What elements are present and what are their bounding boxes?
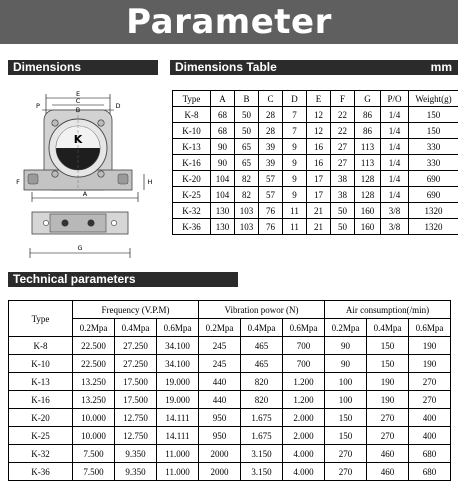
dimensions-table-header-cell: D: [283, 91, 307, 107]
dimensions-table-cell: 68: [211, 107, 235, 123]
dimensions-table-cell: 22: [331, 123, 355, 139]
drawing-label-f: F: [16, 178, 20, 186]
dimensions-table-header-cell: A: [211, 91, 235, 107]
dimensions-table-cell: 104: [211, 187, 235, 203]
technical-table-pressure-header: 0.6Mpa: [283, 319, 325, 337]
dimensions-table-cell: 128: [355, 187, 381, 203]
dimensions-heading-label: Dimensions: [13, 60, 82, 74]
drawing-label-b: B: [75, 106, 81, 114]
technical-table-cell: 2000: [199, 463, 241, 481]
technical-table-pressure-header: 0.6Mpa: [157, 319, 199, 337]
technical-table-row: [9, 355, 451, 373]
dimensions-table-cell: K-16: [173, 155, 211, 171]
dimensions-table-cell: 1/4: [381, 155, 409, 171]
technical-table-cell: 465: [241, 355, 283, 373]
dimensions-table-cell: 1320: [409, 219, 458, 235]
technical-table-cell: 950: [199, 409, 241, 427]
dimensions-table-cell: K-8: [173, 107, 211, 123]
dimensions-table-header-cell: C: [259, 91, 283, 107]
technical-table-cell: K-16: [9, 391, 73, 409]
dimensions-table-cell: 330: [409, 139, 458, 155]
dimensions-table-cell: 82: [235, 171, 259, 187]
dimensions-table-row: [173, 139, 458, 155]
technical-parameters-heading: [8, 272, 238, 287]
drawing-label-h: H: [147, 178, 153, 186]
technical-table-pressure-header: 0.2Mpa: [325, 319, 367, 337]
dimensions-table-cell: 86: [355, 123, 381, 139]
dimensions-table-row: [173, 203, 458, 219]
dimensions-table-cell: 9: [283, 187, 307, 203]
dimensions-table-heading-label: Dimensions Table: [175, 60, 277, 74]
technical-table-group-row: [9, 301, 451, 319]
dimensions-table-header-cell: B: [235, 91, 259, 107]
dimensions-heading: [8, 60, 158, 75]
dimensions-table-cell: 9: [283, 139, 307, 155]
technical-table-cell: 1.200: [283, 373, 325, 391]
technical-table-cell: 9.350: [115, 445, 157, 463]
technical-table-cell: 4.000: [283, 463, 325, 481]
dimensions-table-cell: 50: [235, 107, 259, 123]
dimensions-table-cell: 1/4: [381, 171, 409, 187]
dimensions-table-cell: 82: [235, 187, 259, 203]
technical-table-cell: 440: [199, 373, 241, 391]
technical-table-group-header: Frequency (V.P.M): [73, 301, 199, 319]
drawing-label-g: G: [77, 244, 83, 252]
technical-table-cell: 13.250: [73, 391, 115, 409]
dimensions-table-header-cell: P/O: [381, 91, 409, 107]
technical-table-pressure-header: 0.4Mpa: [115, 319, 157, 337]
dimensions-table-header-cell: Type: [173, 91, 211, 107]
technical-table-cell: K-20: [9, 409, 73, 427]
dimensions-table-cell: 27: [331, 139, 355, 155]
dimensions-table-cell: 160: [355, 219, 381, 235]
dimensions-table-cell: 21: [307, 203, 331, 219]
dimensions-table-row: [173, 171, 458, 187]
technical-table-cell: 1.200: [283, 391, 325, 409]
drawing-label-k: K: [73, 133, 83, 146]
dimensions-table-cell: 1320: [409, 203, 458, 219]
dimensions-table: [172, 90, 458, 235]
unit-label: mm: [430, 60, 452, 74]
dimensions-table-cell: 50: [235, 123, 259, 139]
dimensions-table-cell: 7: [283, 107, 307, 123]
technical-table-cell: 270: [325, 445, 367, 463]
technical-table-cell: 150: [367, 355, 409, 373]
title-banner: [0, 0, 458, 44]
technical-table-row: [9, 337, 451, 355]
technical-table-cell: 14.111: [157, 427, 199, 445]
vibrator-dimension-drawing: [10, 88, 158, 266]
dimensions-table-cell: 65: [235, 155, 259, 171]
dimensions-table-cell: 160: [355, 203, 381, 219]
dimensions-table-cell: 130: [211, 219, 235, 235]
dimensions-table-cell: 39: [259, 139, 283, 155]
drawing-label-a: A: [82, 190, 88, 198]
dimensions-table-row: [173, 107, 458, 123]
technical-table-cell: 2000: [199, 445, 241, 463]
dimensions-table-heading: [170, 60, 458, 75]
dimensions-table-cell: 1/4: [381, 187, 409, 203]
dimensions-table-cell: 57: [259, 171, 283, 187]
dimensions-table-cell: 9: [283, 171, 307, 187]
technical-table-pressure-row: [9, 319, 451, 337]
dimensions-table-row: [173, 219, 458, 235]
technical-table-cell: 13.250: [73, 373, 115, 391]
technical-table-cell: 22.500: [73, 337, 115, 355]
technical-table-row: [9, 463, 451, 481]
drawing-label-e: E: [75, 90, 81, 98]
technical-table-cell: 19.000: [157, 391, 199, 409]
technical-table-cell: 90: [325, 355, 367, 373]
technical-table-cell: 11.000: [157, 445, 199, 463]
technical-table-cell: 245: [199, 337, 241, 355]
technical-table-row: [9, 427, 451, 445]
dimensions-table-cell: 90: [211, 139, 235, 155]
technical-table-cell: 1.675: [241, 427, 283, 445]
technical-table-cell: K-13: [9, 373, 73, 391]
technical-table-cell: 11.000: [157, 463, 199, 481]
technical-table-cell: 270: [367, 427, 409, 445]
technical-parameters-table: [8, 300, 451, 481]
technical-table-cell: 10.000: [73, 427, 115, 445]
technical-table-type-header: Type: [9, 301, 73, 337]
technical-parameters-heading-label: Technical parameters: [13, 272, 136, 286]
technical-table-cell: K-36: [9, 463, 73, 481]
technical-table-cell: 27.250: [115, 355, 157, 373]
technical-table-cell: 100: [325, 373, 367, 391]
dimensions-table-cell: 690: [409, 171, 458, 187]
dimensions-table-cell: 11: [283, 203, 307, 219]
technical-table-cell: 820: [241, 391, 283, 409]
technical-table-cell: K-8: [9, 337, 73, 355]
dimensions-table-cell: 65: [235, 139, 259, 155]
technical-table-cell: 270: [409, 391, 451, 409]
technical-table-cell: 190: [367, 373, 409, 391]
technical-table-cell: 270: [325, 463, 367, 481]
dimensions-table-cell: 130: [211, 203, 235, 219]
technical-table-cell: K-10: [9, 355, 73, 373]
dimensions-table-cell: 90: [211, 155, 235, 171]
technical-table-row: [9, 373, 451, 391]
dimensions-table-cell: 17: [307, 171, 331, 187]
technical-table-cell: 700: [283, 337, 325, 355]
dimensions-table-cell: 28: [259, 123, 283, 139]
technical-table-cell: 150: [325, 427, 367, 445]
technical-table-row: [9, 445, 451, 463]
dimensions-table-cell: 12: [307, 123, 331, 139]
dimensions-table-cell: 57: [259, 187, 283, 203]
dimensions-table-cell: 1/4: [381, 139, 409, 155]
dimensions-table-cell: 16: [307, 155, 331, 171]
technical-table-cell: 7.500: [73, 463, 115, 481]
technical-table-pressure-header: 0.4Mpa: [367, 319, 409, 337]
technical-table-cell: 34.100: [157, 355, 199, 373]
technical-table-cell: 440: [199, 391, 241, 409]
drawing-label-p: P: [36, 102, 40, 110]
page-title: Parameter: [126, 2, 332, 42]
dimensions-table-cell: 86: [355, 107, 381, 123]
technical-table-cell: 190: [409, 337, 451, 355]
dimensions-table-cell: 28: [259, 107, 283, 123]
dimensions-table-cell: 103: [235, 203, 259, 219]
technical-table-cell: K-32: [9, 445, 73, 463]
dimensions-table-cell: 39: [259, 155, 283, 171]
dimensions-table-cell: 103: [235, 219, 259, 235]
technical-table-cell: 10.000: [73, 409, 115, 427]
technical-table-cell: 19.000: [157, 373, 199, 391]
technical-table-cell: 400: [409, 409, 451, 427]
dimensions-table-cell: 7: [283, 123, 307, 139]
technical-table-cell: 3.150: [241, 463, 283, 481]
technical-table-cell: 17.500: [115, 373, 157, 391]
technical-table-cell: 190: [409, 355, 451, 373]
dimensions-table-cell: K-13: [173, 139, 211, 155]
dimensions-table-cell: 3/8: [381, 203, 409, 219]
technical-table-cell: 1.675: [241, 409, 283, 427]
technical-table-cell: 3.150: [241, 445, 283, 463]
technical-table-cell: 820: [241, 373, 283, 391]
technical-table-pressure-header: 0.2Mpa: [199, 319, 241, 337]
technical-table-cell: 34.100: [157, 337, 199, 355]
technical-table-cell: 2.000: [283, 409, 325, 427]
technical-table-cell: 100: [325, 391, 367, 409]
dimensions-table-header-cell: F: [331, 91, 355, 107]
dimensions-table-row: [173, 187, 458, 203]
technical-table-pressure-header: 0.6Mpa: [409, 319, 451, 337]
technical-table-cell: 14.111: [157, 409, 199, 427]
technical-table-cell: 12.750: [115, 427, 157, 445]
dimensions-table-cell: K-32: [173, 203, 211, 219]
technical-table-cell: 190: [367, 391, 409, 409]
dimensions-table-cell: 12: [307, 107, 331, 123]
vibrator-bottom-view: [32, 212, 128, 234]
dimensions-table-cell: 128: [355, 171, 381, 187]
dimensions-table-cell: 113: [355, 155, 381, 171]
technical-table-pressure-header: 0.4Mpa: [241, 319, 283, 337]
technical-table-cell: 4.000: [283, 445, 325, 463]
dimensions-table-cell: K-36: [173, 219, 211, 235]
dimensions-table-cell: 16: [307, 139, 331, 155]
dimensions-table-cell: 150: [409, 107, 458, 123]
dimensions-table-cell: 21: [307, 219, 331, 235]
technical-table-pressure-header: 0.2Mpa: [73, 319, 115, 337]
technical-table-group-header: Air consumption(/min): [325, 301, 451, 319]
technical-table-cell: 270: [409, 373, 451, 391]
dimensions-table-cell: 3/8: [381, 219, 409, 235]
drawing-label-d: D: [115, 102, 121, 110]
technical-table-cell: 950: [199, 427, 241, 445]
dimensions-table-cell: 27: [331, 155, 355, 171]
dimensions-table-row: [173, 123, 458, 139]
dimensions-table-cell: 50: [331, 219, 355, 235]
technical-table-cell: 90: [325, 337, 367, 355]
dimensions-table-cell: 690: [409, 187, 458, 203]
dimensions-table-cell: 1/4: [381, 107, 409, 123]
technical-table-cell: 22.500: [73, 355, 115, 373]
dimensions-table-row: [173, 155, 458, 171]
drawing-label-c: C: [75, 97, 81, 105]
dimensions-table-cell: 113: [355, 139, 381, 155]
technical-table-cell: 680: [409, 445, 451, 463]
dimensions-table-header-cell: E: [307, 91, 331, 107]
technical-table-cell: 680: [409, 463, 451, 481]
dimensions-table-cell: 104: [211, 171, 235, 187]
technical-table-cell: 245: [199, 355, 241, 373]
technical-table-cell: 270: [367, 409, 409, 427]
dimensions-table-cell: K-10: [173, 123, 211, 139]
dimensions-table-cell: 38: [331, 187, 355, 203]
dimensions-table-cell: 150: [409, 123, 458, 139]
dimensions-table-cell: 50: [331, 203, 355, 219]
dimensions-table-cell: 76: [259, 203, 283, 219]
technical-table-cell: 27.250: [115, 337, 157, 355]
dimensions-table-cell: K-25: [173, 187, 211, 203]
dimensions-table-header-cell: G: [355, 91, 381, 107]
technical-table-group-header: Vibration powor (N): [199, 301, 325, 319]
dimensions-table-cell: 330: [409, 155, 458, 171]
technical-table-row: [9, 391, 451, 409]
technical-table-cell: 150: [367, 337, 409, 355]
technical-table-cell: 460: [367, 445, 409, 463]
dimensions-table-header-cell: Weight(g): [409, 91, 458, 107]
dimensions-table-cell: 68: [211, 123, 235, 139]
technical-table-cell: 465: [241, 337, 283, 355]
technical-table-cell: K-25: [9, 427, 73, 445]
technical-table-cell: 2.000: [283, 427, 325, 445]
dimensions-table-cell: 9: [283, 155, 307, 171]
technical-table-cell: 17.500: [115, 391, 157, 409]
dimensions-table-cell: 17: [307, 187, 331, 203]
technical-table-cell: 700: [283, 355, 325, 373]
dimensions-table-cell: 11: [283, 219, 307, 235]
vibrator-body: [24, 110, 132, 190]
technical-table-cell: 150: [325, 409, 367, 427]
dimensions-table-cell: 38: [331, 171, 355, 187]
technical-table-cell: 7.500: [73, 445, 115, 463]
dimensions-table-cell: 76: [259, 219, 283, 235]
technical-table-cell: 400: [409, 427, 451, 445]
dimensions-table-cell: K-20: [173, 171, 211, 187]
technical-table-row: [9, 409, 451, 427]
technical-table-cell: 12.750: [115, 409, 157, 427]
dimensions-table-cell: 22: [331, 107, 355, 123]
dimensions-table-cell: 1/4: [381, 123, 409, 139]
technical-table-cell: 9.350: [115, 463, 157, 481]
dimensions-table-header-row: [173, 91, 458, 107]
technical-table-cell: 460: [367, 463, 409, 481]
